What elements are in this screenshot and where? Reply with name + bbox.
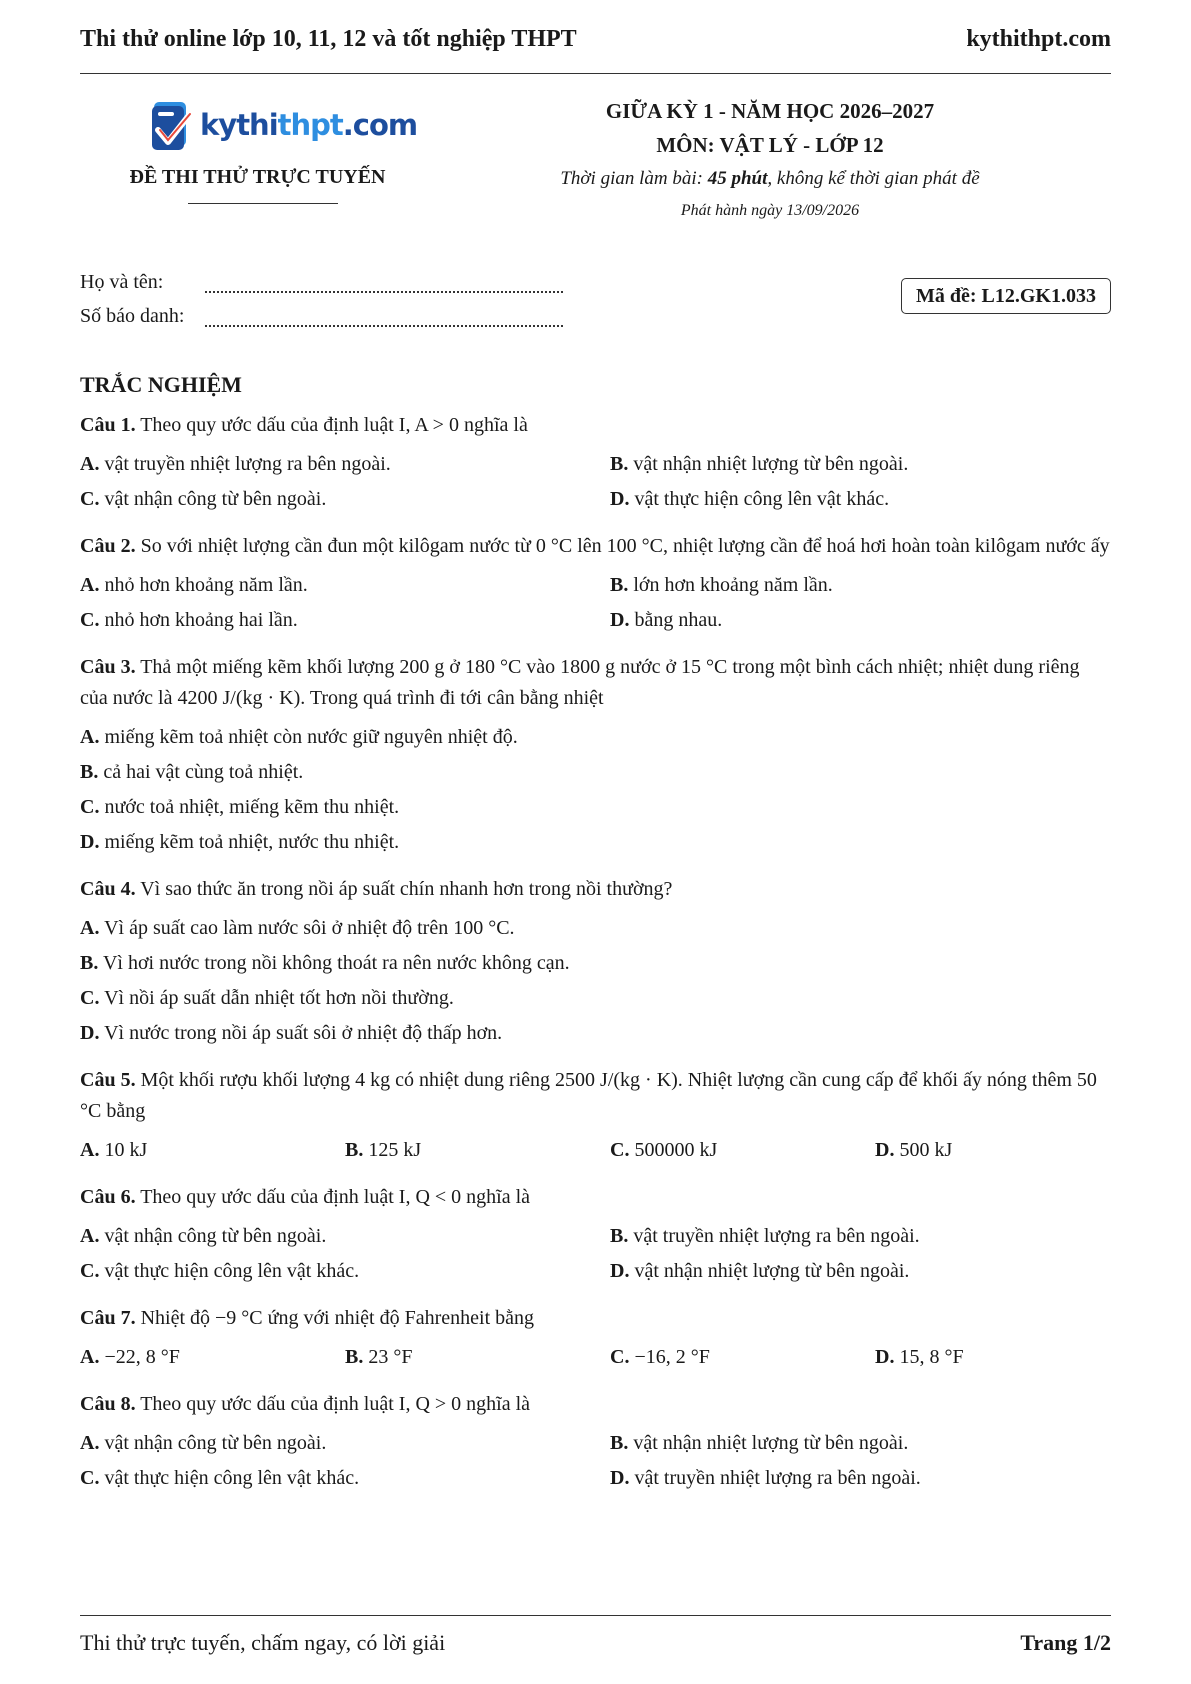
option-key: B. xyxy=(80,952,99,974)
option-key: A. xyxy=(80,726,100,748)
option-key: D. xyxy=(875,1139,895,1161)
option-text: nhỏ hơn khoảng năm lần. xyxy=(99,574,308,596)
option-key: B. xyxy=(345,1346,364,1368)
option-text: 500 kJ xyxy=(894,1139,953,1161)
answer-option xyxy=(610,1254,1111,1289)
answer-option xyxy=(80,568,610,603)
answer-option xyxy=(610,1340,875,1375)
section-title: TRẮC NGHIỆM xyxy=(80,372,242,397)
answer-option xyxy=(80,1133,345,1168)
id-label: Số báo danh: xyxy=(80,305,185,327)
question-number: Câu 3. xyxy=(80,656,136,678)
header-divider xyxy=(80,73,1111,74)
answer-option xyxy=(80,790,1111,825)
option-text: 500000 kJ xyxy=(629,1139,718,1161)
header-site-name: kythithpt.com xyxy=(966,25,1111,52)
logo-text-part2: thpt xyxy=(277,108,343,142)
exam-title: GIỮA KỲ 1 - NĂM HỌC 2026–2027 xyxy=(605,99,935,123)
question-stem: Theo quy ước dấu của định luật I, Q > 0 nghĩa là xyxy=(135,1393,531,1415)
question-6 xyxy=(80,1182,1111,1289)
option-text: 15, 8 °F xyxy=(894,1346,964,1368)
question-text xyxy=(80,1182,1111,1213)
option-text: 10 kJ xyxy=(99,1139,148,1161)
question-8 xyxy=(80,1389,1111,1496)
id-blank-line xyxy=(205,325,563,327)
question-text xyxy=(80,874,1111,905)
answer-option xyxy=(80,1426,610,1461)
question-number: Câu 4. xyxy=(80,878,136,900)
option-text: vật thực hiện công lên vật khác. xyxy=(99,1260,360,1282)
answer-options xyxy=(80,1340,1111,1375)
answer-options xyxy=(80,1426,1111,1496)
option-text: vật truyền nhiệt lượng ra bên ngoài. xyxy=(99,453,391,475)
option-text: nước toả nhiệt, miếng kẽm thu nhiệt. xyxy=(99,796,400,818)
option-key: D. xyxy=(610,1467,630,1489)
question-stem: So với nhiệt lượng cần đun một kilôgam nước từ 0 °C lên 100 °C, nhiệt lượng cần để hoá hơi hoàn toàn kilôgam nước ấy xyxy=(135,535,1110,557)
option-key: C. xyxy=(80,609,100,631)
exam-subject: MÔN: VẬT LÝ - LỚP 12 xyxy=(656,133,884,157)
option-text: bằng nhau. xyxy=(629,609,723,631)
option-key: D. xyxy=(610,488,630,510)
release-date: Phát hành ngày 13/09/2026 xyxy=(680,202,860,219)
question-1 xyxy=(80,410,1111,517)
logo-document-check-icon xyxy=(150,100,196,152)
option-key: A. xyxy=(80,1139,100,1161)
option-key: C. xyxy=(80,1467,100,1489)
option-text: vật nhận công từ bên ngoài. xyxy=(99,1225,327,1247)
exam-type-underline xyxy=(188,203,338,204)
exam-code-box: Mã đề: L12.GK1.033 xyxy=(901,278,1111,314)
option-text: −22, 8 °F xyxy=(99,1346,180,1368)
option-key: C. xyxy=(80,987,100,1009)
question-text xyxy=(80,1303,1111,1334)
option-text: −16, 2 °F xyxy=(629,1346,710,1368)
question-text xyxy=(80,410,1111,441)
option-text: vật nhận nhiệt lượng từ bên ngoài. xyxy=(628,453,909,475)
answer-option xyxy=(80,755,1111,790)
duration-value: 45 phút xyxy=(707,168,768,189)
question-5 xyxy=(80,1065,1111,1168)
answer-option xyxy=(80,825,1111,860)
option-key: B. xyxy=(610,1225,629,1247)
option-text: Vì hơi nước trong nồi không thoát ra nên nước không cạn. xyxy=(98,952,570,974)
option-key: B. xyxy=(345,1139,364,1161)
footer-divider xyxy=(80,1615,1111,1616)
question-number: Câu 6. xyxy=(80,1186,136,1208)
answer-option xyxy=(80,911,1111,946)
option-key: A. xyxy=(80,574,100,596)
option-text: vật nhận công từ bên ngoài. xyxy=(99,488,327,510)
duration-prefix: Thời gian làm bài: xyxy=(560,168,708,189)
question-stem: Theo quy ước dấu của định luật I, A > 0 nghĩa là xyxy=(135,414,528,436)
question-text xyxy=(80,1389,1111,1420)
option-key: C. xyxy=(80,1260,100,1282)
question-number: Câu 1. xyxy=(80,414,136,436)
option-key: C. xyxy=(80,796,100,818)
logo-text-part3: .com xyxy=(342,108,418,142)
answer-option xyxy=(80,1016,1111,1051)
question-stem: Nhiệt độ −9 °C ứng với nhiệt độ Fahrenheit bằng xyxy=(135,1307,534,1329)
answer-option xyxy=(610,1133,875,1168)
question-4 xyxy=(80,874,1111,1051)
answer-option xyxy=(610,568,1111,603)
option-key: A. xyxy=(80,917,100,939)
option-text: Vì áp suất cao làm nước sôi ở nhiệt độ trên 100 °C. xyxy=(99,917,515,939)
page-header xyxy=(80,22,1111,56)
question-stem: Một khối rượu khối lượng 4 kg có nhiệt dung riêng 2500 J/(kg · K). Nhiệt lượng cần cung cấp để khối ấy nóng thêm 50 °C bằng xyxy=(80,1069,1097,1122)
question-stem: Thả một miếng kẽm khối lượng 200 g ở 180 °C vào 1800 g nước ở 15 °C trong một bình cách nhiệt; nhiệt dung riêng của nước là 4200 J/(kg · K). Trong quá trình đi tới cân bằng nhiệt xyxy=(80,656,1080,709)
exam-type-label: ĐỀ THI THỬ TRỰC TUYẾN xyxy=(129,166,386,188)
option-key: D. xyxy=(80,831,100,853)
answer-option xyxy=(610,482,1111,517)
answer-option xyxy=(80,981,1111,1016)
option-text: vật nhận nhiệt lượng từ bên ngoài. xyxy=(629,1260,910,1282)
question-list xyxy=(80,410,1111,1510)
answer-option xyxy=(80,603,610,638)
answer-option xyxy=(80,1219,610,1254)
option-key: A. xyxy=(80,453,100,475)
question-number: Câu 5. xyxy=(80,1069,136,1091)
option-text: Vì nồi áp suất dẫn nhiệt tốt hơn nồi thường. xyxy=(99,987,454,1009)
option-text: nhỏ hơn khoảng hai lần. xyxy=(99,609,298,631)
option-key: D. xyxy=(80,1022,100,1044)
option-text: Vì nước trong nồi áp suất sôi ở nhiệt độ thấp hơn. xyxy=(99,1022,503,1044)
option-text: 23 °F xyxy=(363,1346,413,1368)
option-text: vật thực hiện công lên vật khác. xyxy=(99,1467,360,1489)
answer-options xyxy=(80,1133,1111,1168)
option-key: C. xyxy=(610,1139,630,1161)
answer-option xyxy=(80,482,610,517)
option-text: 125 kJ xyxy=(363,1139,422,1161)
answer-option xyxy=(345,1340,610,1375)
answer-option xyxy=(610,1426,1111,1461)
answer-option xyxy=(80,720,1111,755)
answer-option xyxy=(875,1340,1111,1375)
option-text: vật nhận công từ bên ngoài. xyxy=(99,1432,327,1454)
header-site-tagline: Thi thử online lớp 10, 11, 12 và tốt nghiệp THPT xyxy=(80,25,577,52)
option-key: D. xyxy=(610,1260,630,1282)
answer-options xyxy=(80,568,1111,638)
page-footer xyxy=(80,1630,1111,1656)
option-text: vật thực hiện công lên vật khác. xyxy=(629,488,890,510)
logo-wordmark xyxy=(200,108,417,142)
option-key: D. xyxy=(875,1346,895,1368)
question-text xyxy=(80,531,1111,562)
option-key: A. xyxy=(80,1346,100,1368)
answer-option xyxy=(80,946,1111,981)
name-label: Họ và tên: xyxy=(80,271,164,293)
answer-option xyxy=(80,1254,610,1289)
question-3 xyxy=(80,652,1111,860)
question-text xyxy=(80,652,1111,714)
question-stem: Theo quy ước dấu của định luật I, Q < 0 nghĩa là xyxy=(135,1186,531,1208)
question-number: Câu 7. xyxy=(80,1307,136,1329)
answer-option xyxy=(610,603,1111,638)
answer-option xyxy=(875,1133,1111,1168)
answer-options xyxy=(80,720,1111,860)
answer-option xyxy=(80,1461,610,1496)
answer-option xyxy=(610,447,1111,482)
site-logo xyxy=(150,100,418,160)
answer-option xyxy=(610,1219,1111,1254)
option-text: cả hai vật cùng toả nhiệt. xyxy=(98,761,304,783)
answer-options xyxy=(80,911,1111,1051)
question-number: Câu 8. xyxy=(80,1393,136,1415)
exam-duration xyxy=(520,162,1020,196)
question-number: Câu 2. xyxy=(80,535,136,557)
option-key: B. xyxy=(610,1432,629,1454)
option-text: vật truyền nhiệt lượng ra bên ngoài. xyxy=(628,1225,920,1247)
option-text: lớn hơn khoảng năm lần. xyxy=(628,574,833,596)
option-text: miếng kẽm toả nhiệt, nước thu nhiệt. xyxy=(99,831,400,853)
exam-info xyxy=(520,94,1020,226)
question-2 xyxy=(80,531,1111,638)
question-stem: Vì sao thức ăn trong nồi áp suất chín nhanh hơn trong nồi thường? xyxy=(135,878,673,900)
answer-option xyxy=(345,1133,610,1168)
question-text xyxy=(80,1065,1111,1127)
answer-options xyxy=(80,1219,1111,1289)
duration-suffix: , không kể thời gian phát đề xyxy=(767,168,980,189)
exam-page xyxy=(80,0,1111,1684)
answer-option xyxy=(80,1340,345,1375)
option-key: A. xyxy=(80,1225,100,1247)
option-key: B. xyxy=(610,453,629,475)
footer-tagline: Thi thử trực tuyến, chấm ngay, có lời giải xyxy=(80,1630,446,1655)
option-key: C. xyxy=(80,488,100,510)
answer-option xyxy=(80,447,610,482)
option-key: B. xyxy=(610,574,629,596)
option-key: D. xyxy=(610,609,630,631)
option-key: C. xyxy=(610,1346,630,1368)
option-key: B. xyxy=(80,761,99,783)
logo-text-part1: kythi xyxy=(200,108,278,142)
answer-options xyxy=(80,447,1111,517)
answer-option xyxy=(610,1461,1111,1496)
option-text: miếng kẽm toả nhiệt còn nước giữ nguyên nhiệt độ. xyxy=(99,726,518,748)
question-7 xyxy=(80,1303,1111,1375)
name-blank-line xyxy=(205,291,563,293)
option-key: A. xyxy=(80,1432,100,1454)
option-text: vật truyền nhiệt lượng ra bên ngoài. xyxy=(629,1467,921,1489)
option-text: vật nhận nhiệt lượng từ bên ngoài. xyxy=(628,1432,909,1454)
page-number: Trang 1/2 xyxy=(1020,1630,1111,1655)
